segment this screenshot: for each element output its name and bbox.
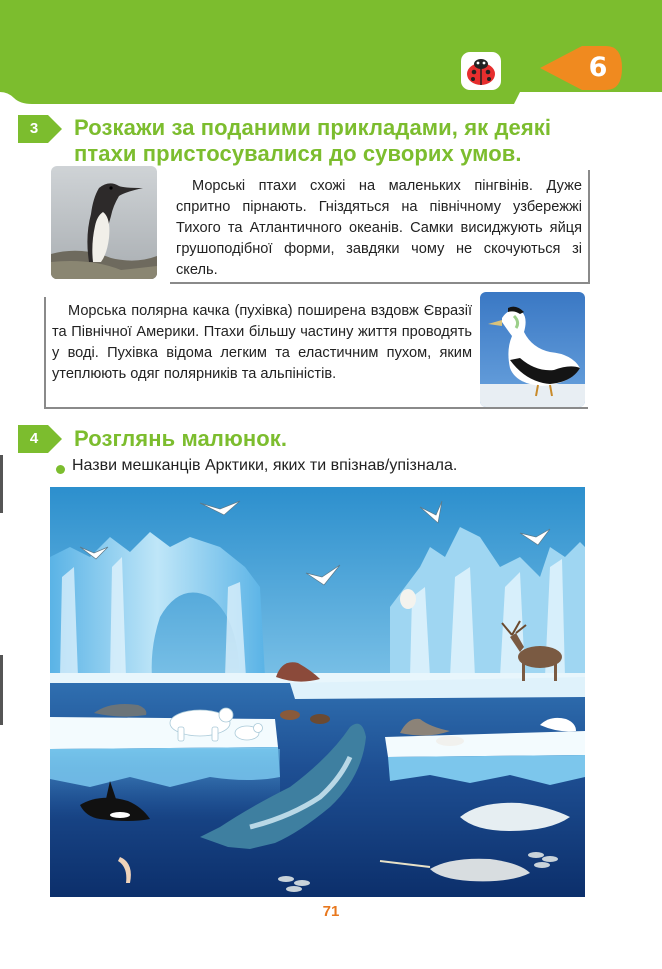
task-number-badge xyxy=(18,115,62,143)
page-edge-mark xyxy=(0,655,3,725)
eider-duck-photo xyxy=(480,292,585,407)
paragraph-eider: Морська полярна качка (пухівка) поширена вздовж Євразії та Північної Америки. Птахи більшу частину життя проводять у воді. Пухівка відома легким та еластичним пухом, яким утеплюють одяг полярників та альпіністів. xyxy=(52,303,472,382)
guillemot-photo xyxy=(51,166,157,279)
paragraph-guillemot: Морські птахи схожі на маленьких пінгвінів. Дуже спритно пірнають. Гніздяться на північному узбережжі Тихого та Атлантичного океанів. Самки висиджують яйця грушоподібної форми, завдяки чому не скочуються зі скель. xyxy=(176,178,582,278)
header-banner xyxy=(0,0,662,104)
page-edge-mark xyxy=(0,455,3,513)
ladybug-icon xyxy=(461,52,501,90)
task-title: Розглянь малюнок. xyxy=(74,426,288,451)
arctic-illustration xyxy=(50,487,585,897)
bullet-text: Назви мешканців Арктики, яких ти впізнав/упізнала. xyxy=(72,457,458,474)
bullet-icon xyxy=(56,465,65,474)
task-number-badge xyxy=(18,425,62,453)
task-number: 4 xyxy=(29,430,39,447)
chapter-number: 6 xyxy=(588,52,608,83)
task-title xyxy=(74,115,594,167)
title-line: птахи пристосувалися до суворих умов. xyxy=(74,141,522,166)
title-line: Розкажи за поданими прикладами, як деякі xyxy=(74,115,552,140)
page-number: 71 xyxy=(322,903,340,920)
task-number: 3 xyxy=(29,120,39,137)
